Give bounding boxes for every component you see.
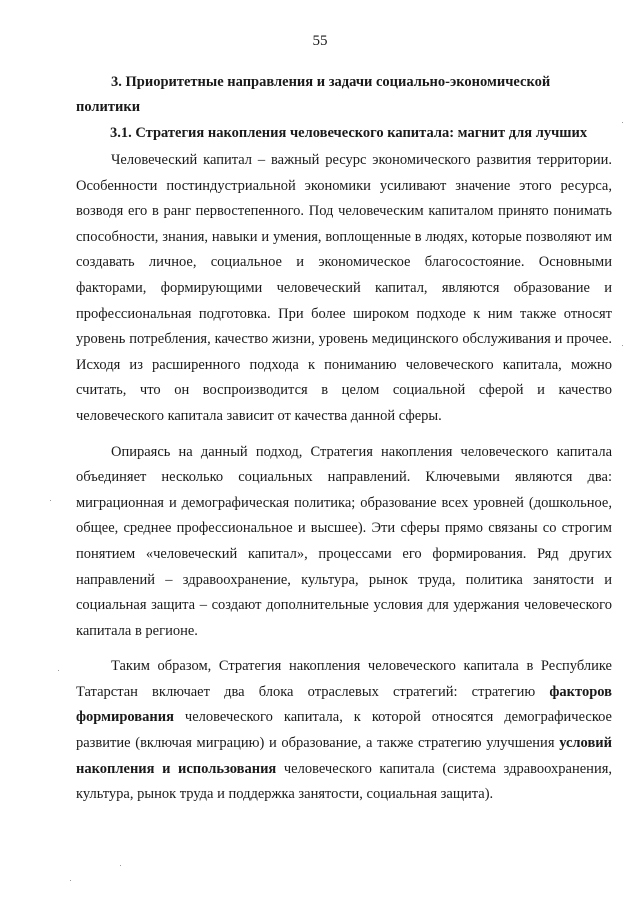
- paragraph-1: Человеческий капитал – важный ресурс экономического развития территории. Особенности постиндустриальной экономики усиливают значение этого ресурса, возводя его в ранг первостепенного. Под человеческим капиталом принято понимать способности, знания, навыки и умения, воплощенные в людях, которые позволяют им создавать личное, социальное и экономическое благосостояние. Основными факторами, формирующими человеческий капитал, являются образование и профессиональная подготовка. При более широком подходе к ним также относят уровень потребления, качество жизни, уровень медицинского обслуживания и прочее. Исходя из расширенного подхода к пониманию человеческого капитала, можно считать, что он воспроизводится в целом социальной сферой и качество человеческого капитала зависит от качества данной сферы.: [76, 152, 612, 424]
- paragraph-3: [76, 654, 612, 808]
- section-heading: 3. Приоритетные направления и задачи социально-экономической политики: [76, 74, 551, 115]
- subsection-heading: 3.1. Стратегия накопления человеческого капитала: магнит для лучших: [110, 125, 588, 141]
- scan-speck: [70, 880, 71, 881]
- scan-speck: [622, 122, 623, 123]
- bold-phrase-factors: факторов формирования: [76, 683, 612, 726]
- page-number: 55: [312, 33, 328, 49]
- scan-speck: [58, 670, 59, 671]
- paragraph-3-text-1: Таким образом, Стратегия накопления человеческого капитала в Республике Татарстан включает два блока отраслевых стратегий: стратегию: [76, 658, 612, 700]
- scan-speck: [50, 500, 51, 501]
- scan-speck: [622, 345, 623, 346]
- paragraph-3-text-2: человеческого капитала, к которой относятся демографическое развитие (включая миграцию) и образование, а также стратегию улучшения: [76, 709, 612, 752]
- paragraph-3-text-3: человеческого капитала (система здравоохранения, культура, рынок труда и поддержка занятости, социальная защита).: [76, 760, 612, 803]
- body-text: [76, 148, 612, 808]
- paragraph-2: Опираясь на данный подход, Стратегия накопления человеческого капитала объединяет несколько социальных направлений. Ключевыми являются два: миграционная и демографическая политика; образование всех уровней (дошкольное, общее, среднее профессиональное и высшее). Эти сферы прямо связаны со строгим понятием «человеческий капитал», процессами его формирования. Ряд других направлений – здравоохранение, культура, рынок труда, политика занятости и социальная защита – создают дополнительные условия для удержания человеческого капитала в регионе.: [76, 443, 612, 639]
- bold-phrase-conditions: условий накопления и использования: [76, 735, 612, 777]
- scan-speck: [120, 865, 121, 866]
